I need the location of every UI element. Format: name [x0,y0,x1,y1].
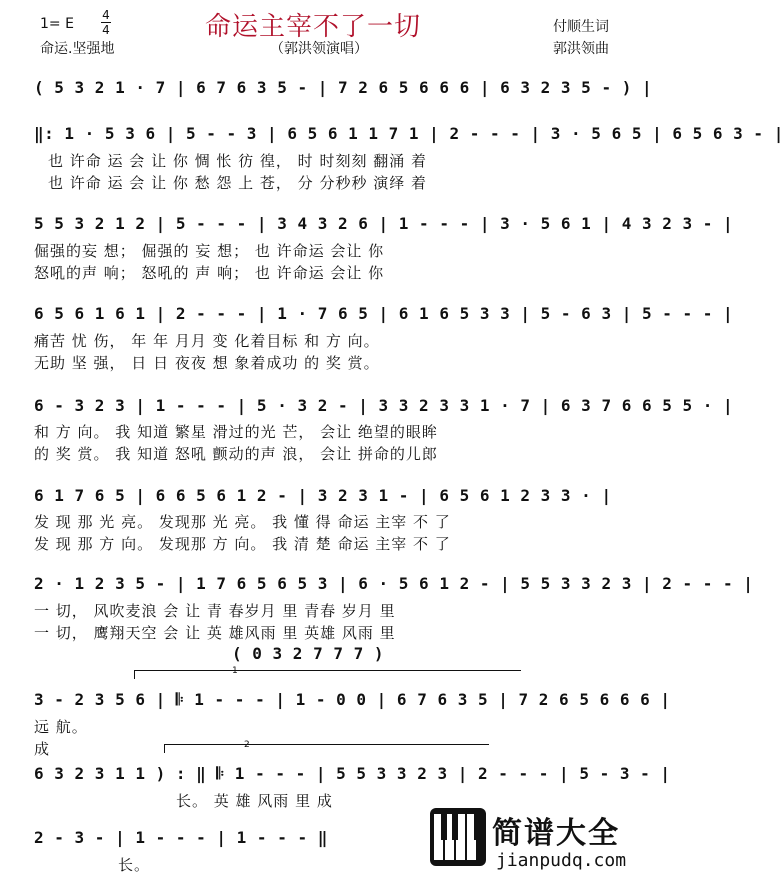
lyric-row-7-verse-1: 远 航。 [34,718,88,736]
lyric-row-2-verse-1: 倔强的妄 想； 倔强的 妄 想； 也 许命运 会让 你 [34,242,385,260]
lyric-row-6-verse-2: 一 切， 鹰翔天空 会 让 英 雄风雨 里 英雄 风雨 里 [34,624,396,642]
notation-row-8: 6 3 2 3 1 1 ) : ‖ 𝄆 1 - - - | 5 5 3 3 2 3 | 2 - - - | 5 - 3 - | [34,764,671,783]
lyric-row-5-verse-2: 发 现 那 方 向。 发现那 方 向。 我 清 楚 命运 主宰 不 了 [34,535,451,553]
lyric-row-4-verse-1: 和 方 向。 我 知道 繁星 滑过的光 芒， 会让 绝望的眼眸 [34,423,438,441]
notation-row-1: ‖: 1 · 5 3 6 | 5 - - 3 | 6 5 6 1 1 7 1 | 2 - - - | 3 · 5 6 5 | 6 5 6 3 - | [34,124,784,143]
volta-bracket-2 [164,744,489,753]
lyric-row-9: 长。 [118,856,151,874]
lyric-row-7-verse-2: 成 [34,740,51,758]
lyric-row-3-verse-2: 无助 坚 强， 日 日 夜夜 想 象着成功 的 奖 赏。 [34,354,380,372]
notation-row-4: 6 - 3 2 3 | 1 - - - | 5 · 3 2 - | 3 3 2 3 3 1 · 7 | 6 3 7 6 6 5 5 · | [34,396,734,415]
notation-row-7: 3 - 2 3 5 6 | 𝄆 1 - - - | 1 - 0 0 | 6 7 6 3 5 | 7 2 6 5 6 6 6 | [34,690,671,709]
lyricist: 付顺生词 [553,19,609,35]
lyric-row-8: 长。 英 雄 风雨 里 成 [176,792,333,810]
composer: 郭洪领曲 [553,41,609,57]
singer: （郭洪领演唱） [270,41,368,57]
lyric-row-6-verse-1: 一 切， 风吹麦浪 会 让 青 春岁月 里 青春 岁月 里 [34,602,396,620]
notation-row-9: 2 - 3 - | 1 - - - | 1 - - - ‖ [34,828,328,847]
time-signature [101,9,111,36]
lyric-row-3-verse-1: 痛苦 忧 伤， 年 年 月月 变 化着目标 和 方 向。 [34,332,380,350]
key-signature: 1= E [40,16,74,32]
lyric-row-1-verse-2: 也 许命 运 会 让 你 愁 怨 上 苍， 分 分秒秒 演绎 着 [48,174,427,192]
notation-row-6: 2 · 1 2 3 5 - | 1 7 6 5 6 5 3 | 6 · 5 6 1 2 - | 5 5 3 3 2 3 | 2 - - - | [34,574,754,593]
time-signature-top: 4 [102,8,110,22]
volta-number-1: 1 [232,666,238,676]
lyric-row-4-verse-2: 的 奖 赏。 我 知道 怒吼 颤动的声 浪， 会让 拼命的儿郎 [34,445,438,463]
notation-row-3: 6 5 6 1 6 1 | 2 - - - | 1 · 7 6 5 | 6 1 6 5 3 3 | 5 - 6 3 | 5 - - - | [34,304,734,323]
piano-logo-icon [430,808,486,866]
volta-bracket-1 [134,670,521,679]
lyric-row-1-verse-1: 也 许命 运 会 让 你 惆 怅 彷 徨， 时 时刻刻 翻涌 着 [48,152,427,170]
time-signature-bottom: 4 [102,23,110,37]
notation-interlude: ( 0 3 2 7 7 7 ) [232,644,384,663]
song-title: 命运主宰不了一切 [205,12,422,42]
volta-number-2: 2 [244,740,250,750]
site-logo-url[interactable]: jianpudq.com [496,850,627,871]
notation-row-5: 6 1 7 6 5 | 6 6 5 6 1 2 - | 3 2 3 1 - | 6 5 6 1 2 3 3 · | [34,486,612,505]
tempo-style: 命运.坚强地 [40,41,115,57]
lyric-row-2-verse-2: 怒吼的声 响； 怒吼的 声 响； 也 许命运 会让 你 [34,264,385,282]
lyric-row-5-verse-1: 发 现 那 光 亮。 发现那 光 亮。 我 懂 得 命运 主宰 不 了 [34,513,451,531]
notation-row-intro: ( 5 3 2 1 · 7 | 6 7 6 3 5 - | 7 2 6 5 6 6 6 | 6 3 2 3 5 - ) | [34,78,653,97]
notation-row-2: 5 5 3 2 1 2 | 5 - - - | 3 4 3 2 6 | 1 - - - | 3 · 5 6 1 | 4 3 2 3 - | [34,214,734,233]
site-logo-name: 简谱大全 [492,816,620,851]
